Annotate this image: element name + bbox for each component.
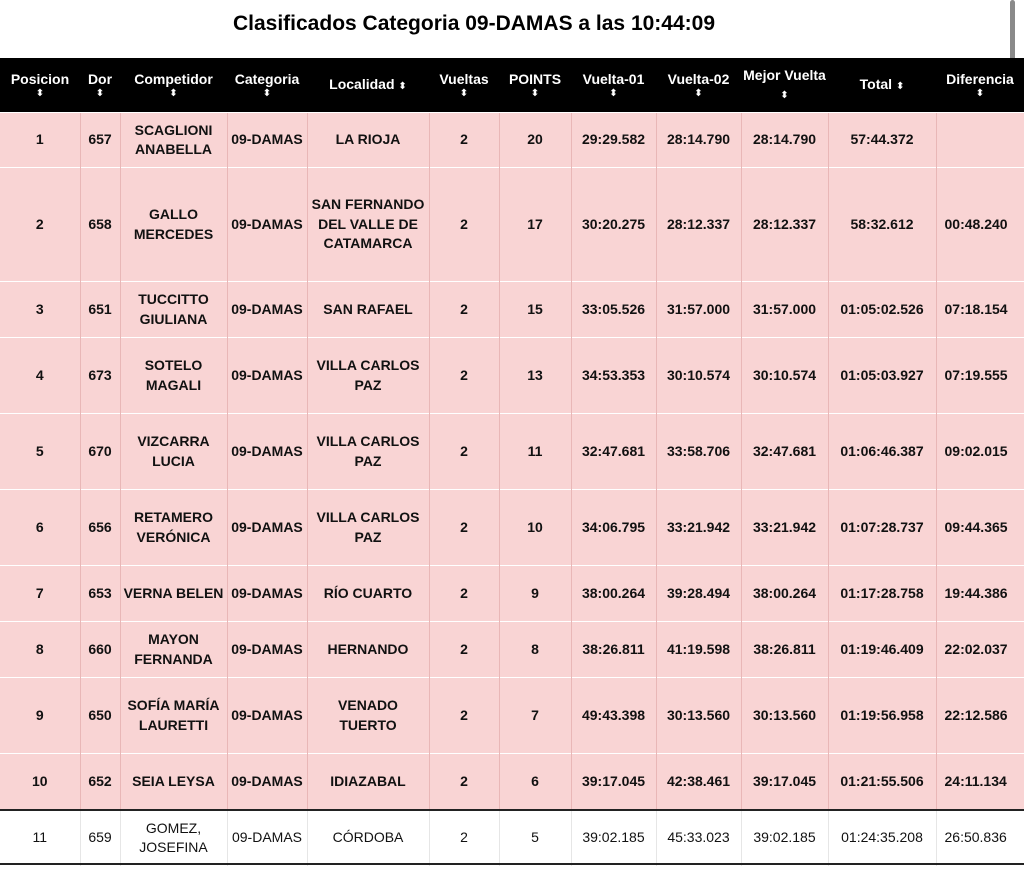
cell-dor: 658: [80, 168, 120, 282]
cell-competidor: VIZCARRA LUCIA: [120, 414, 227, 490]
cell-dor: 670: [80, 414, 120, 490]
cell-mejor-vuelta: 30:10.574: [741, 338, 828, 414]
cell-total: 01:21:55.506: [828, 754, 936, 810]
cell-categoria: 09-DAMAS: [227, 810, 307, 866]
table-bottom-border: [0, 863, 1024, 865]
cell-vuelta-02: 42:38.461: [656, 754, 741, 810]
sort-icon[interactable]: ⬍: [169, 88, 178, 99]
cell-vuelta-02: 33:21.942: [656, 490, 741, 566]
cell-points: 15: [499, 282, 571, 338]
cell-mejor-vuelta: 38:00.264: [741, 566, 828, 622]
column-header-vueltas[interactable]: Vueltas ⬍: [429, 58, 499, 113]
cell-posicion: 1: [0, 113, 80, 168]
sort-icon[interactable]: ⬍: [95, 88, 105, 99]
table-row: [0, 622, 1024, 678]
column-header-vuelta-01[interactable]: Vuelta-01 ⬍: [571, 58, 656, 113]
cell-total: 57:44.372: [828, 113, 936, 168]
cell-diferencia: [936, 113, 1024, 168]
cell-localidad: VILLA CARLOS PAZ: [307, 490, 429, 566]
cell-vueltas: 2: [429, 678, 499, 754]
cell-competidor: SEIA LEYSA: [120, 754, 227, 810]
cell-mejor-vuelta: 39:17.045: [741, 754, 828, 810]
table-row: [0, 810, 1024, 866]
cell-points: 8: [499, 622, 571, 678]
cell-vuelta-02: 39:28.494: [656, 566, 741, 622]
sort-icon[interactable]: ⬍: [895, 80, 905, 92]
cell-vuelta-01: 38:26.811: [571, 622, 656, 678]
cell-competidor: MAYON FERNANDA: [120, 622, 227, 678]
cell-total: 01:05:03.927: [828, 338, 936, 414]
cell-localidad: LA RIOJA: [307, 113, 429, 168]
cell-diferencia: 07:18.154: [936, 282, 1024, 338]
cell-competidor: VERNA BELEN: [120, 566, 227, 622]
cell-points: 20: [499, 113, 571, 168]
cell-vuelta-02: 33:58.706: [656, 414, 741, 490]
cell-posicion: 6: [0, 490, 80, 566]
cell-diferencia: 22:12.586: [936, 678, 1024, 754]
cell-mejor-vuelta: 33:21.942: [741, 490, 828, 566]
cell-dor: 660: [80, 622, 120, 678]
cell-vuelta-02: 28:14.790: [656, 113, 741, 168]
cell-localidad: HERNANDO: [307, 622, 429, 678]
results-table-container: [0, 58, 1024, 884]
cell-dor: 650: [80, 678, 120, 754]
cell-categoria: 09-DAMAS: [227, 168, 307, 282]
sort-icon[interactable]: ⬍: [398, 80, 407, 92]
cell-localidad: VENADO TUERTO: [307, 678, 429, 754]
cell-vueltas: 2: [429, 566, 499, 622]
column-header-points[interactable]: POINTS ⬍: [499, 58, 571, 113]
cell-posicion: 10: [0, 754, 80, 810]
cell-vueltas: 2: [429, 490, 499, 566]
cell-competidor: SCAGLIONI ANABELLA: [120, 113, 227, 168]
cell-posicion: 8: [0, 622, 80, 678]
cell-mejor-vuelta: 38:26.811: [741, 622, 828, 678]
results-body: [0, 113, 1024, 866]
cell-competidor: GALLO MERCEDES: [120, 168, 227, 282]
cell-dor: 653: [80, 566, 120, 622]
cell-localidad: VILLA CARLOS PAZ: [307, 414, 429, 490]
cell-dor: 652: [80, 754, 120, 810]
cell-diferencia: 24:11.134: [936, 754, 1024, 810]
cell-diferencia: 00:48.240: [936, 168, 1024, 282]
cell-mejor-vuelta: 39:02.185: [741, 810, 828, 866]
cell-vueltas: 2: [429, 113, 499, 168]
column-header-competidor[interactable]: Competidor ⬍: [120, 58, 227, 113]
cell-vuelta-01: 38:00.264: [571, 566, 656, 622]
table-row: [0, 566, 1024, 622]
cell-categoria: 09-DAMAS: [227, 754, 307, 810]
cell-posicion: 11: [0, 810, 80, 866]
cell-categoria: 09-DAMAS: [227, 490, 307, 566]
cell-vueltas: 2: [429, 754, 499, 810]
column-header-posicion[interactable]: Posicion ⬍: [0, 58, 80, 113]
cell-vueltas: 2: [429, 282, 499, 338]
cell-vuelta-02: 31:57.000: [656, 282, 741, 338]
table-row: [0, 113, 1024, 168]
results-table: [0, 58, 1024, 866]
cell-total: 01:06:46.387: [828, 414, 936, 490]
cell-competidor: TUCCITTO GIULIANA: [120, 282, 227, 338]
cell-dor: 673: [80, 338, 120, 414]
table-header-row: [0, 58, 1024, 113]
cell-dor: 651: [80, 282, 120, 338]
cell-vuelta-02: 41:19.598: [656, 622, 741, 678]
cell-points: 13: [499, 338, 571, 414]
column-header-mejor-vuelta[interactable]: Mejor Vuelta ⬍: [741, 58, 828, 113]
cell-diferencia: 22:02.037: [936, 622, 1024, 678]
cell-vuelta-01: 29:29.582: [571, 113, 656, 168]
table-row: [0, 338, 1024, 414]
sort-icon[interactable]: ⬍: [975, 88, 985, 99]
cell-posicion: 2: [0, 168, 80, 282]
cell-competidor: SOTELO MAGALI: [120, 338, 227, 414]
table-row: [0, 754, 1024, 810]
cell-total: 01:19:56.958: [828, 678, 936, 754]
cell-localidad: SAN FERNANDO DEL VALLE DE CATAMARCA: [307, 168, 429, 282]
column-header-categoria[interactable]: Categoria ⬍: [227, 58, 307, 113]
cell-vueltas: 2: [429, 414, 499, 490]
cell-posicion: 3: [0, 282, 80, 338]
cell-dor: 659: [80, 810, 120, 866]
cell-vuelta-01: 49:43.398: [571, 678, 656, 754]
cell-vuelta-01: 39:17.045: [571, 754, 656, 810]
cell-points: 5: [499, 810, 571, 866]
cell-vuelta-02: 45:33.023: [656, 810, 741, 866]
cell-vuelta-01: 33:05.526: [571, 282, 656, 338]
cell-total: 01:19:46.409: [828, 622, 936, 678]
cell-vuelta-01: 39:02.185: [571, 810, 656, 866]
cell-vuelta-01: 34:06.795: [571, 490, 656, 566]
sort-icon[interactable]: ⬍: [35, 88, 45, 99]
cell-diferencia: 19:44.386: [936, 566, 1024, 622]
cell-points: 17: [499, 168, 571, 282]
cell-categoria: 09-DAMAS: [227, 282, 307, 338]
cell-posicion: 4: [0, 338, 80, 414]
sort-icon[interactable]: ⬍: [609, 88, 618, 99]
cell-vuelta-01: 34:53.353: [571, 338, 656, 414]
column-header-diferencia[interactable]: Diferencia ⬍: [936, 58, 1024, 113]
cell-mejor-vuelta: 28:14.790: [741, 113, 828, 168]
cell-vueltas: 2: [429, 810, 499, 866]
cell-diferencia: 09:44.365: [936, 490, 1024, 566]
cell-mejor-vuelta: 28:12.337: [741, 168, 828, 282]
column-header-total[interactable]: Total ⬍: [828, 58, 936, 113]
cell-points: 11: [499, 414, 571, 490]
cell-posicion: 9: [0, 678, 80, 754]
sort-icon[interactable]: ⬍: [459, 88, 469, 99]
cell-localidad: VILLA CARLOS PAZ: [307, 338, 429, 414]
cell-vueltas: 2: [429, 168, 499, 282]
table-row: [0, 168, 1024, 282]
cell-vueltas: 2: [429, 622, 499, 678]
cell-points: 7: [499, 678, 571, 754]
cell-mejor-vuelta: 32:47.681: [741, 414, 828, 490]
sort-icon[interactable]: ⬍: [262, 88, 272, 99]
cell-diferencia: 07:19.555: [936, 338, 1024, 414]
cell-categoria: 09-DAMAS: [227, 622, 307, 678]
cell-diferencia: 09:02.015: [936, 414, 1024, 490]
cell-total: 01:24:35.208: [828, 810, 936, 866]
table-row: [0, 282, 1024, 338]
cell-competidor: SOFÍA MARÍA LAURETTI: [120, 678, 227, 754]
cell-localidad: SAN RAFAEL: [307, 282, 429, 338]
cell-points: 9: [499, 566, 571, 622]
cell-posicion: 5: [0, 414, 80, 490]
cell-categoria: 09-DAMAS: [227, 678, 307, 754]
cell-vuelta-02: 30:13.560: [656, 678, 741, 754]
cell-competidor: RETAMERO VERÓNICA: [120, 490, 227, 566]
cell-vuelta-02: 30:10.574: [656, 338, 741, 414]
sort-icon[interactable]: ⬍: [780, 89, 789, 101]
cell-vuelta-01: 32:47.681: [571, 414, 656, 490]
cell-points: 6: [499, 754, 571, 810]
cell-dor: 657: [80, 113, 120, 168]
cell-localidad: CÓRDOBA: [307, 810, 429, 866]
cell-diferencia: 26:50.836: [936, 810, 1024, 866]
cell-vuelta-02: 28:12.337: [656, 168, 741, 282]
cell-vuelta-01: 30:20.275: [571, 168, 656, 282]
cell-competidor: GOMEZ, JOSEFINA: [120, 810, 227, 866]
cell-vueltas: 2: [429, 338, 499, 414]
table-row: [0, 490, 1024, 566]
sort-icon[interactable]: ⬍: [530, 88, 540, 99]
cell-localidad: IDIAZABAL: [307, 754, 429, 810]
table-row: [0, 414, 1024, 490]
cell-mejor-vuelta: 30:13.560: [741, 678, 828, 754]
column-header-localidad[interactable]: Localidad ⬍: [307, 58, 429, 113]
sort-icon[interactable]: ⬍: [694, 88, 703, 99]
cell-dor: 656: [80, 490, 120, 566]
cell-categoria: 09-DAMAS: [227, 338, 307, 414]
cell-total: 01:05:02.526: [828, 282, 936, 338]
cell-total: 01:17:28.758: [828, 566, 936, 622]
column-header-dor[interactable]: Dor ⬍: [80, 58, 120, 113]
cell-localidad: RÍO CUARTO: [307, 566, 429, 622]
cell-total: 01:07:28.737: [828, 490, 936, 566]
cell-posicion: 7: [0, 566, 80, 622]
page-title: Clasificados Categoria 09-DAMAS a las 10:44:09: [232, 12, 716, 35]
cell-mejor-vuelta: 31:57.000: [741, 282, 828, 338]
cell-categoria: 09-DAMAS: [227, 414, 307, 490]
cell-categoria: 09-DAMAS: [227, 113, 307, 168]
cell-points: 10: [499, 490, 571, 566]
column-header-vuelta-02[interactable]: Vuelta-02 ⬍: [656, 58, 741, 113]
cell-total: 58:32.612: [828, 168, 936, 282]
table-row: [0, 678, 1024, 754]
cell-categoria: 09-DAMAS: [227, 566, 307, 622]
